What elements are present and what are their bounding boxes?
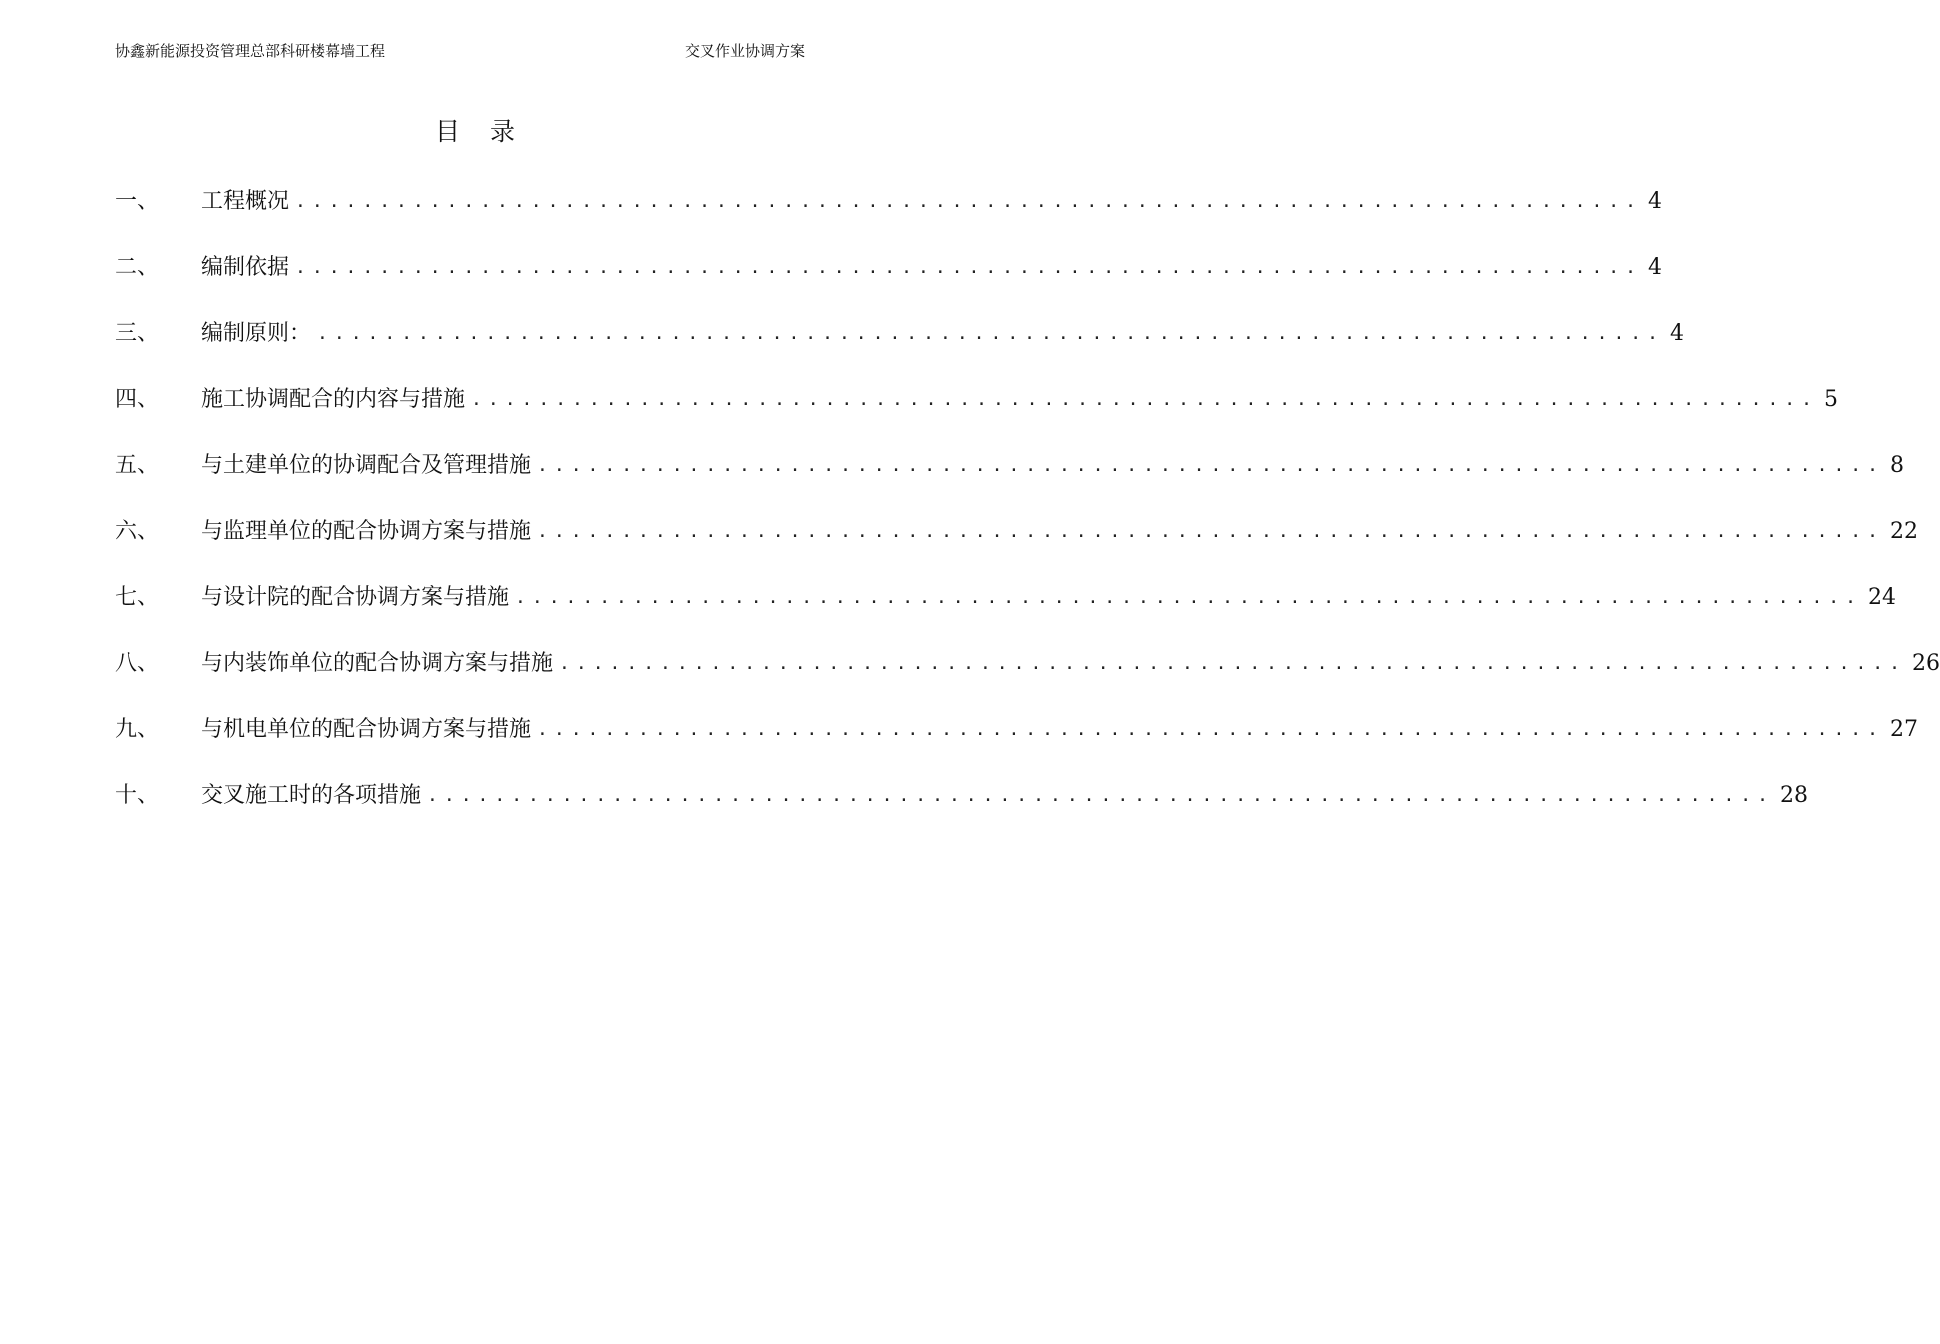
toc-entry-page: 24 xyxy=(1867,585,1896,610)
toc-entry-number: 七、 xyxy=(115,585,160,610)
toc-entry[interactable] xyxy=(115,708,1918,774)
toc-leader-dots: ................................................................................ xyxy=(537,455,1884,476)
toc-entry[interactable] xyxy=(115,444,1904,510)
toc-entry-number: 三、 xyxy=(115,321,160,346)
toc-entry-label: 与设计院的配合协调方案与措施 xyxy=(201,585,510,610)
toc-entry[interactable] xyxy=(115,510,1918,576)
toc-leader-dots: ................................................................................ xyxy=(295,191,1642,212)
toc-entry[interactable] xyxy=(115,642,1940,708)
toc-entry-number: 十、 xyxy=(115,783,160,808)
toc-entry-number: 六、 xyxy=(115,519,160,544)
header-document-title: 交叉作业协调方案 xyxy=(684,42,805,60)
toc-entry-page: 4 xyxy=(1647,189,1662,214)
toc-entry-page: 8 xyxy=(1889,453,1904,478)
toc-entry[interactable] xyxy=(115,774,1808,840)
toc-entry-label: 施工协调配合的内容与措施 xyxy=(201,387,466,412)
toc-entry-page: 26 xyxy=(1911,651,1940,676)
toc-entry-label: 编制原则： xyxy=(201,321,312,346)
toc-entry-number: 四、 xyxy=(115,387,160,412)
toc-entry[interactable] xyxy=(115,378,1838,444)
toc-entry[interactable] xyxy=(115,246,1662,312)
toc-entry[interactable] xyxy=(115,576,1896,642)
toc-entry-number: 五、 xyxy=(115,453,160,478)
toc-entry-page: 28 xyxy=(1779,783,1808,808)
toc-entry-page: 4 xyxy=(1647,255,1662,280)
toc-entry-page: 27 xyxy=(1889,717,1918,742)
toc-entry-label: 与监理单位的配合协调方案与措施 xyxy=(201,519,532,544)
toc-entry-page: 4 xyxy=(1669,321,1684,346)
toc-leader-dots: ................................................................................ xyxy=(427,785,1774,806)
toc-entry-label: 与土建单位的协调配合及管理措施 xyxy=(201,453,532,478)
toc-entry-page: 5 xyxy=(1823,387,1838,412)
toc-entry-number: 九、 xyxy=(115,717,160,742)
toc-entry-label: 与内装饰单位的配合协调方案与措施 xyxy=(201,651,554,676)
toc-entry-number: 八、 xyxy=(115,651,160,676)
toc-entry-number: 一、 xyxy=(115,189,160,214)
toc-leader-dots: ................................................................................ xyxy=(515,587,1862,608)
header-project-name: 协鑫新能源投资管理总部科研楼幕墙工程 xyxy=(115,42,386,60)
toc-leader-dots: ................................................................................ xyxy=(317,323,1664,344)
toc-leader-dots: ................................................................................ xyxy=(295,257,1642,278)
toc-entry-label: 工程概况 xyxy=(201,189,290,214)
toc-entry[interactable] xyxy=(115,312,1684,378)
toc-entry-number: 二、 xyxy=(115,255,160,280)
toc-entry-page: 22 xyxy=(1889,519,1918,544)
toc-entry-label: 与机电单位的配合协调方案与措施 xyxy=(201,717,532,742)
table-of-contents xyxy=(115,180,1940,840)
page-header xyxy=(115,40,805,64)
toc-entry[interactable] xyxy=(115,180,1662,246)
toc-leader-dots: ................................................................................ xyxy=(559,653,1906,674)
toc-leader-dots: ................................................................................ xyxy=(471,389,1818,410)
toc-leader-dots: ................................................................................ xyxy=(537,719,1884,740)
toc-leader-dots: ................................................................................ xyxy=(537,521,1884,542)
toc-entry-label: 交叉施工时的各项措施 xyxy=(201,783,422,808)
toc-title: 目录 xyxy=(434,117,545,146)
toc-entry-label: 编制依据 xyxy=(201,255,290,280)
